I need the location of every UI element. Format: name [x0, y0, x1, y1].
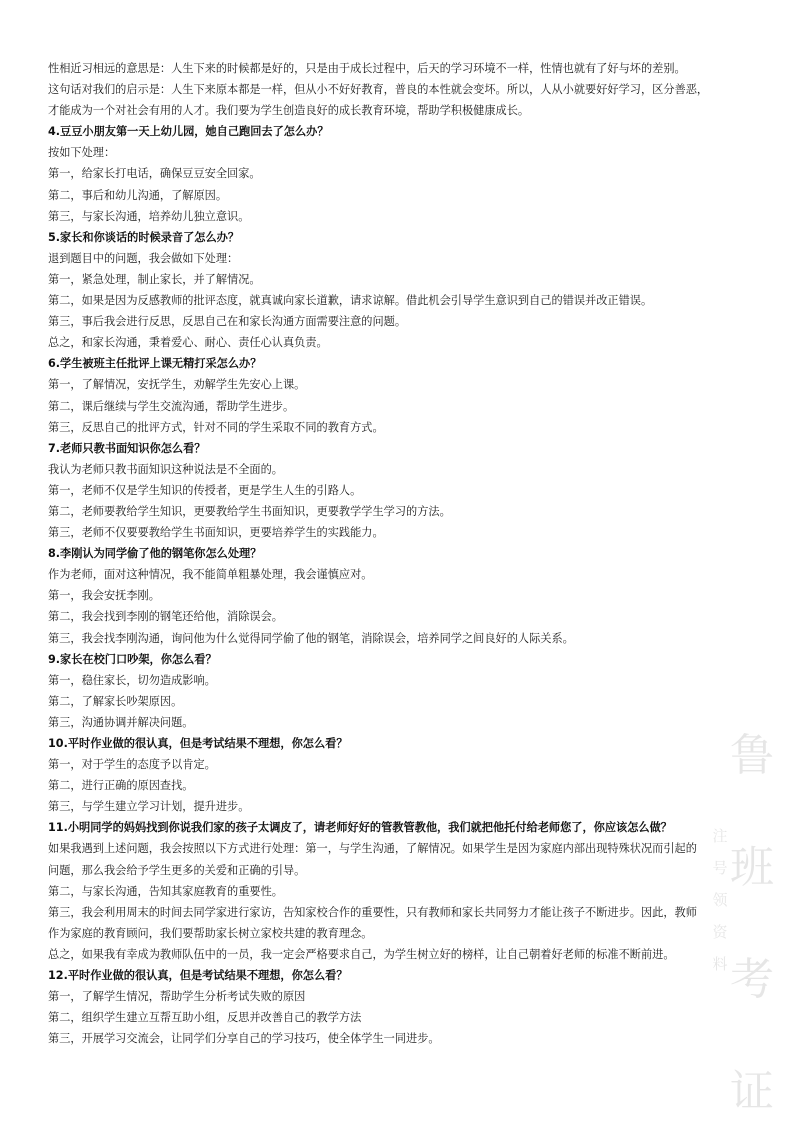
section-q11 — [48, 817, 758, 965]
question-title: 7.老师只教书面知识你怎么看？ — [48, 441, 206, 455]
watermark-char: 号 — [712, 859, 728, 877]
answer-line: 第三，我会利用周末的时间去同学家进行家访，告知家校合作的重要性，只有教师和家长共同努力才能让孩子不断进步。因此，教师 — [48, 905, 697, 919]
answer-line: 第二，如果是因为反感教师的批评态度，就真诚向家长道歉，请求谅解。借此机会引导学生意识到自己的错误并改正错误。 — [48, 294, 653, 308]
watermark-char: 考 — [730, 954, 774, 1005]
question-title: 8.李刚认为同学偷了他的钢笔你怎么处理？ — [48, 547, 262, 561]
question-title: 12.平时作业做的很认真，但是考试结果不理想，你怎么看？ — [48, 969, 348, 983]
question-title: 4.豆豆小朋友第一天上幼儿园，她自己跑回去了怎么办？ — [48, 125, 329, 139]
watermark-char: 鲁 — [730, 730, 774, 781]
intro-line: 才能成为一个对社会有用的人才。我们要为学生创造良好的成长教育环境，帮助学积极健康成长。 — [48, 104, 530, 118]
answer-line: 按如下处理： — [48, 146, 116, 160]
answer-line: 第三，老师不仅要要教给学生书面知识，更要培养学生的实践能力。 — [48, 526, 384, 540]
answer-line: 作为家庭的教育顾问，我们要帮助家长树立家校共建的教育理念。 — [48, 926, 373, 940]
intro-line: 这句话对我们的启示是：人生下来原本都是一样，但从小不好好教育，普良的本性就会变坏。所以，人从小就要好好学习，区分善恶， — [48, 83, 709, 97]
document-body — [48, 58, 758, 1049]
answer-line: 第三，沟通协调并解决问题。 — [48, 715, 194, 729]
question-title: 6.学生被班主任批评上课无精打采怎么办？ — [48, 357, 262, 371]
answer-line: 第一，紧急处理，制止家长，并了解情况。 — [48, 272, 261, 286]
watermark-char: 班 — [730, 842, 774, 893]
section-q8 — [48, 543, 758, 648]
answer-line: 第一，老师不仅是学生知识的传授者，更是学生人生的引路人。 — [48, 483, 362, 497]
watermark-char: 料 — [712, 955, 728, 973]
answer-line: 第三，与学生建立学习计划，提升进步。 — [48, 800, 250, 814]
intro-line: 性相近习相远的意思是：人生下来的时候都是好的，只是由于成长过程中，后天的学习环境不一样，性情也就有了好与坏的差别。 — [48, 62, 686, 75]
section-q5 — [48, 227, 758, 354]
answer-line: 问题，那么我会给予学生更多的关爱和正确的引导。 — [48, 863, 306, 877]
watermark-char: 证 — [730, 1066, 774, 1117]
answer-line: 总之，如果我有幸成为教师队伍中的一员，我一定会严格要求自己，为学生树立好的榜样，让自己朝着好老师的标准不断前进。 — [48, 947, 675, 961]
answer-line: 第三，与家长沟通，培养幼儿独立意识。 — [48, 209, 250, 223]
answer-line: 如果我遇到上述问题，我会按照以下方式进行处理：第一，与学生沟通，了解情况。如果学生是因为家庭内部出现特殊状况而引起的 — [48, 842, 697, 856]
answer-line: 第二，组织学生建立互帮互助小组，反思并改善自己的教学方法 — [48, 1011, 362, 1025]
answer-line: 第一，我会安抚李刚。 — [48, 589, 160, 603]
answer-line: 第二，课后继续与学生交流沟通，帮助学生进步。 — [48, 399, 295, 413]
answer-line: 第二，与家长沟通，告知其家庭教育的重要性。 — [48, 884, 283, 898]
question-title: 11.小明同学的妈妈找到你说我们家的孩子太调皮了，请老师好好的管教管教他，我们就把他托付给老师您了，你应该怎么做？ — [48, 821, 672, 835]
watermark-char: 领 — [712, 891, 728, 909]
answer-line: 第一，了解学生情况，帮助学生分析考试失败的原因 — [48, 990, 306, 1004]
answer-line: 第一，了解情况，安抚学生，劝解学生先安心上课。 — [48, 378, 306, 392]
section-q12 — [48, 965, 758, 1049]
question-title: 9.家长在校门口吵架，你怎么看？ — [48, 652, 217, 666]
answer-line: 退到题目中的问题，我会做如下处理： — [48, 251, 239, 265]
answer-line: 总之，和家长沟通，秉着爱心、耐心、责任心认真负责。 — [48, 336, 328, 350]
question-title: 5.家长和你谈话的时候录音了怎么办？ — [48, 230, 240, 244]
section-q6 — [48, 353, 758, 437]
answer-line: 第一，稳住家长，切勿造成影响。 — [48, 673, 216, 687]
question-title: 10.平时作业做的很认真，但是考试结果不理想，你怎么看？ — [48, 737, 348, 750]
answer-line: 第二，老师要教给学生知识，更要教给学生书面知识，更要教学学生学习的方法。 — [48, 504, 451, 518]
answer-line: 作为老师，面对这种情况，我不能简单粗暴处理，我会谨慎应对。 — [48, 568, 373, 582]
answer-line: 第二，我会找到李刚的钢笔还给他，消除误会。 — [48, 610, 283, 624]
answer-line: 第三，反思自己的批评方式，针对不同的学生采取不同的教育方式。 — [48, 420, 384, 434]
answer-line: 第三，开展学习交流会，让同学们分享自己的学习技巧，使全体学生一同进步。 — [48, 1032, 440, 1046]
answer-line: 第二，了解家长吵架原因。 — [48, 694, 183, 708]
answer-line: 我认为老师只教书面知识这种说法是不全面的。 — [48, 462, 283, 476]
section-q9 — [48, 649, 758, 733]
watermark-char: 注 — [712, 827, 728, 845]
answer-line: 第三，我会找李刚沟通，询问他为什么觉得同学偷了他的钢笔，消除误会，培养同学之间良好的人际关系。 — [48, 631, 574, 645]
section-q7 — [48, 438, 758, 543]
intro-paragraph — [48, 58, 758, 121]
answer-line: 第二，事后和幼儿沟通，了解原因。 — [48, 188, 228, 202]
section-q4 — [48, 121, 758, 226]
answer-line: 第一，给家长打电话，确保豆豆安全回家。 — [48, 167, 261, 181]
section-q10 — [48, 733, 758, 817]
answer-line: 第二，进行正确的原因查找。 — [48, 779, 194, 793]
answer-line: 第三，事后我会进行反思，反思自己在和家长沟通方面需要注意的问题。 — [48, 315, 407, 329]
answer-line: 第一，对于学生的态度予以肯定。 — [48, 758, 216, 772]
watermark-char: 资 — [712, 923, 728, 941]
